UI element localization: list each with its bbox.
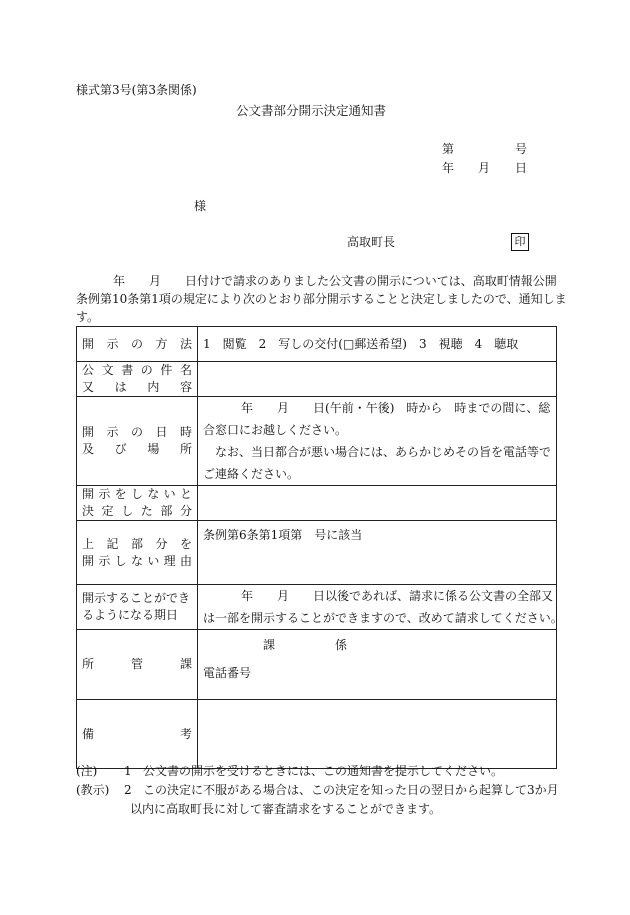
intro-line2: 条例第10条第1項の規定により次のとおり部分開示することと決定しましたので、通知しま <box>76 292 567 306</box>
teaching-label: (教示) <box>76 783 110 797</box>
value-department[interactable] <box>198 630 557 700</box>
date-month: 月 <box>478 161 491 175</box>
intro-line1: 日付けで請求のありました公文書の開示については、高取町情報公開 <box>185 274 557 288</box>
label-future-disclosure-date: 開示することができ るようになる期日 <box>77 585 198 630</box>
label-not-disclosed-part: 開 示 を し な い と 決 定 し た 部 分 <box>77 486 198 521</box>
value-non-disclosure-reason[interactable]: 条例第6条第1項第 号に該当 <box>198 521 557 585</box>
value-disclosure-method[interactable]: 1 閲覧 2 写しの交付(□郵送希望) 3 視聴 4 聴取 <box>198 327 557 362</box>
label-disclosure-method: 開 示 の 方 法 <box>77 327 198 362</box>
row-disclosure-datetime <box>77 397 557 486</box>
department-section-label: 課 <box>263 638 276 652</box>
value-remarks[interactable] <box>198 700 557 769</box>
row-remarks <box>77 700 557 769</box>
form-number: 様式第3号(第3条関係) <box>76 83 197 97</box>
doc-number-suffix: 号 <box>515 142 528 156</box>
date-day: 日 <box>515 161 528 175</box>
label-disclosure-datetime: 開 示 の 日 時 及 び 場 所 <box>77 397 198 486</box>
label-department: 所 管 課 <box>77 630 198 700</box>
row-document-name <box>77 362 557 397</box>
row-department <box>77 630 557 700</box>
teaching-line2: 以内に高取町長に対して審査請求をすることができます。 <box>130 802 442 816</box>
value-document-name[interactable] <box>198 362 557 397</box>
intro-month: 月 <box>149 274 162 288</box>
note-number: 1 <box>124 764 132 778</box>
disclosure-form-table <box>76 326 563 769</box>
row-not-disclosed-part <box>77 486 557 521</box>
date-year: 年 <box>442 161 455 175</box>
value-not-disclosed-part[interactable] <box>198 486 557 521</box>
intro-year: 年 <box>113 274 126 288</box>
teaching-number: 2 <box>124 783 132 797</box>
doc-number-prefix: 第 <box>442 142 455 156</box>
phone-label: 電話番号 <box>203 666 252 680</box>
label-remarks: 備 考 <box>77 700 198 769</box>
note-text: 公文書の開示を受けるときには、この通知書を提示してください。 <box>143 764 504 778</box>
row-disclosure-method <box>77 327 557 362</box>
intro-paragraph <box>76 272 567 326</box>
issuer-name: 高取町長 <box>347 235 396 249</box>
document-title: 公文書部分開示決定通知書 <box>236 103 387 118</box>
department-unit-label: 係 <box>335 638 348 652</box>
label-non-disclosure-reason: 上 記 部 分 を 開 示 し な い 理 由 <box>77 521 198 585</box>
note-label: (注) <box>76 764 98 778</box>
intro-line3: す。 <box>76 310 100 324</box>
value-disclosure-datetime[interactable]: 年 月 日(午前・午後) 時から 時までの間に、総 合窓口にお越しください。 なお、当日都合が悪い場合には、あらかじめその旨を電話等で ご連絡ください。 <box>198 397 557 486</box>
row-future-disclosure-date <box>77 585 557 630</box>
value-future-disclosure-date[interactable]: 年 月 日以後であれば、請求に係る公文書の全部又 は一部を開示することができますので、改めて請求してください。 <box>198 585 557 630</box>
seal-mark: 印 <box>511 233 529 251</box>
label-document-name: 公 文 書 の 件 名 又 は 内 容 <box>77 362 198 397</box>
teaching-line1: この決定に不服がある場合は、この決定を知った日の翌日から起算して3か月 <box>143 783 559 797</box>
row-non-disclosure-reason <box>77 521 557 585</box>
addressee-suffix: 様 <box>194 199 207 213</box>
